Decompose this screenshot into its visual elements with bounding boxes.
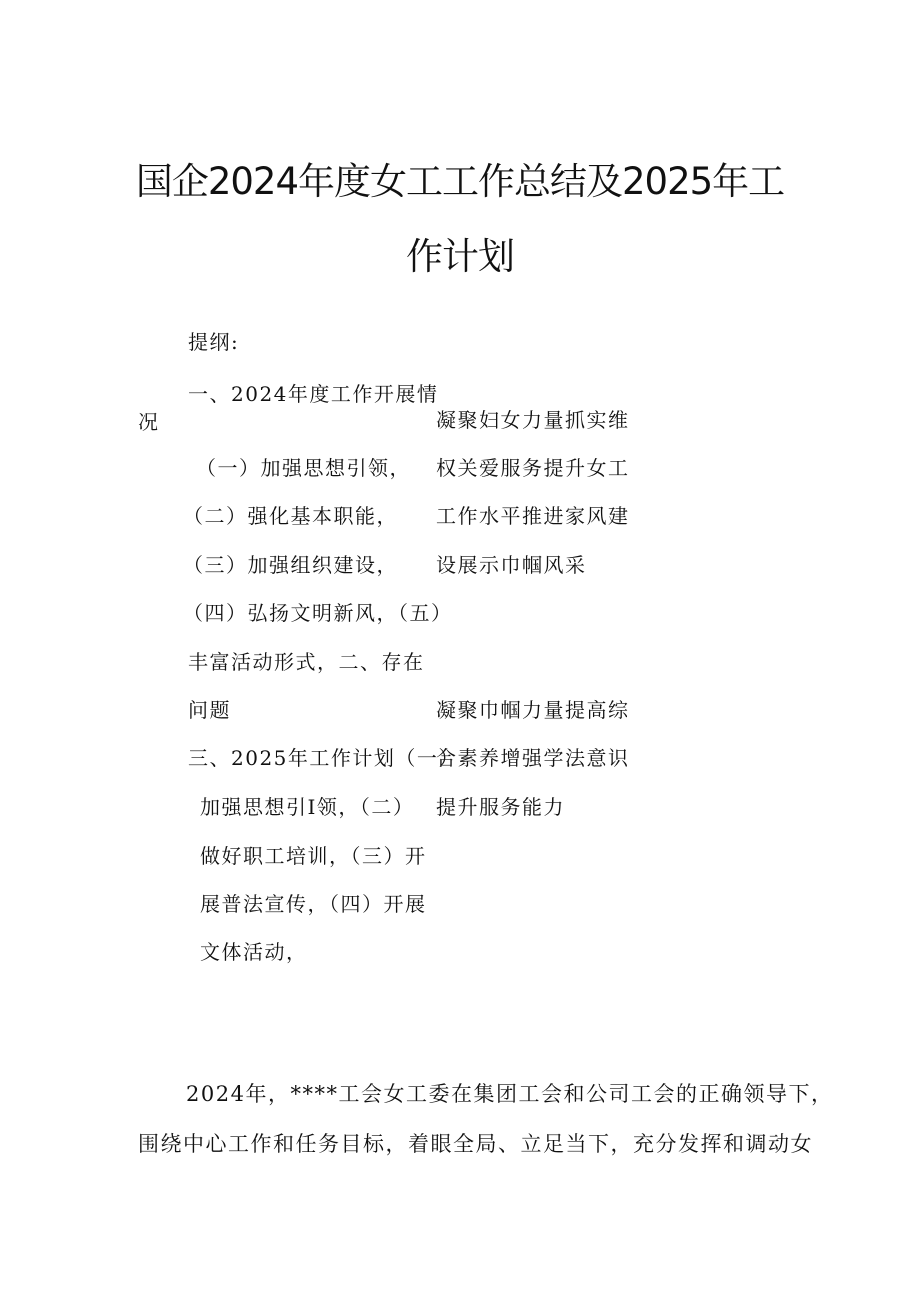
body-paragraph-line: 2024年，****工会女工委在集团工会和公司工会的正确领导下， <box>186 1082 834 1106</box>
outline-right-line: 合素养增强学法意识 <box>436 746 630 770</box>
body-paragraph-line: 围绕中心工作和任务目标，着眼全局、立足当下，充分发挥和调动女 <box>138 1132 813 1156</box>
outline-left-line: （四）弘扬文明新风，（五） <box>183 601 453 625</box>
document-title-line-1: 国企2024年度女工工作总结及2025年工 <box>135 160 785 203</box>
outline-right-line: 提升服务能力 <box>436 795 565 819</box>
document-title-line-2: 作计划 <box>406 235 514 278</box>
outline-right-line: 凝聚妇女力量抓实维 <box>436 408 630 432</box>
outline-left-line: （一）加强思想引领， <box>196 456 411 480</box>
outline-left-line: 做好职工培训，（三）开 <box>200 844 427 868</box>
outline-left-line: （三）加强组织建设， <box>183 553 398 577</box>
outline-left-line: 三、2025年工作计划（一） <box>188 746 460 770</box>
outline-left-line: 丰富活动形式，二、存在 <box>188 650 425 674</box>
outline-left-line: 一、2024年度工作开展情 <box>188 382 439 406</box>
outline-heading: 提纲: <box>188 330 240 354</box>
outline-left-line: 文体活动， <box>200 940 308 964</box>
outline-left-line: 加强思想引I领，（二） <box>200 795 415 819</box>
outline-left-line: 况 <box>138 410 160 434</box>
outline-right-line: 设展示巾帼风采 <box>436 553 587 577</box>
outline-right-line: 凝聚巾帼力量提高综 <box>436 698 630 722</box>
outline-right-line: 权关爱服务提升女工 <box>436 456 630 480</box>
outline-left-line: 问题 <box>188 698 231 722</box>
outline-left-line: 展普法宣传，（四）开展 <box>200 892 427 916</box>
outline-right-line: 工作水平推进家风建 <box>436 504 630 528</box>
outline-left-line: （二）强化基本职能， <box>183 504 398 528</box>
